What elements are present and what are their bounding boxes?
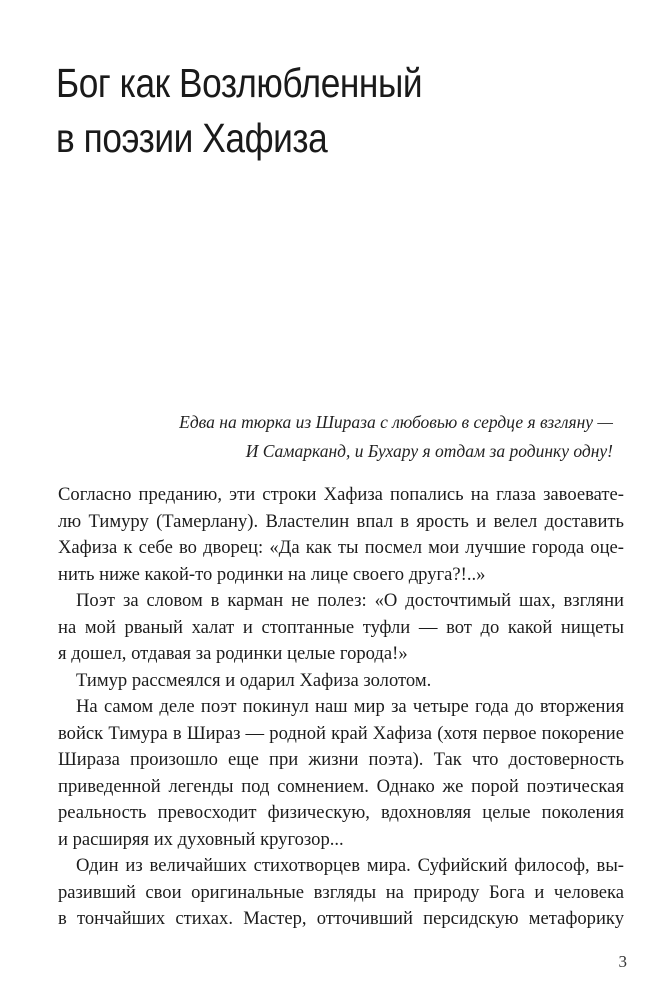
chapter-title-line-1: Бог как Возлюбленный	[56, 60, 423, 106]
body-line: На самом деле поэт покинул наш мир за четыре года до вторжения	[76, 696, 624, 717]
epigraph	[113, 408, 613, 466]
chapter-title	[56, 56, 555, 166]
body-line: в тончайших стихах. Мастер, отточивший персидскую метафорику	[58, 908, 624, 929]
body-line: Хафиза к себе во дворец: «Да как ты посмел мои лучшие города оце-	[58, 537, 624, 558]
epigraph-line-2: И Самарканд, и Бухару я отдам за родинку одну!	[245, 441, 613, 461]
body-line: нить ниже какой-то родинки на лице своего друга?!..»	[58, 563, 486, 585]
body-line: Шираза произошло еще при жизни поэта). Так что достоверность	[58, 749, 624, 770]
chapter-title-line-2: в поэзии Хафиза	[56, 115, 328, 161]
page-number: 3	[618, 952, 627, 971]
body-line: Поэт за словом в карман не полез: «О досточтимый шах, взгляни	[76, 590, 624, 611]
body-line: я дошел, отдавая за родинки целые города!»	[58, 643, 408, 664]
body-line: Один из величайших стихотворцев мира. Суфийский философ, вы-	[76, 855, 624, 876]
body-line: реальность превосходит физическую, вдохновляя целые поколения	[58, 802, 624, 823]
body-line: приведенной легенды под сомнением. Однако же порой поэтическая	[58, 775, 624, 797]
body-line: и расширяя их духовный кругозор...	[58, 828, 344, 850]
body-line: разивший свои оригинальные взгляды на природу Бога и человека	[58, 881, 624, 903]
body-line: лю Тимуру (Тамерлану). Властелин впал в ярость и велел доставить	[58, 510, 624, 532]
body-line: войск Тимура в Шираз — родной край Хафиза (хотя первое покорение	[58, 722, 624, 744]
body-line: Согласно преданию, эти строки Хафиза попались на глаза завоевате-	[58, 484, 624, 505]
body-line: на мой рваный халат и стоптанные туфли — вот до какой нищеты	[58, 616, 624, 638]
epigraph-line-1: Едва на тюрка из Шираза с любовью в сердце я взгляну —	[179, 412, 613, 432]
body-text	[58, 482, 624, 933]
body-line: Тимур рассмеялся и одарил Хафиза золотом.	[76, 669, 432, 691]
